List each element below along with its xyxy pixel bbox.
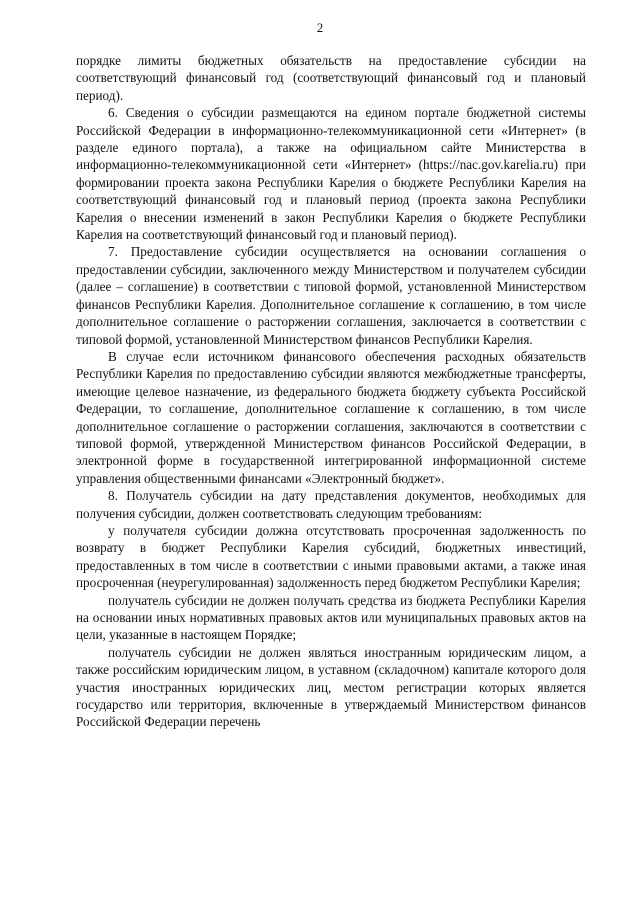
paragraph-continuation: порядке лимиты бюджетных обязательств на предоставление субсидии на соответствующий финансовый год (соответствующий финансовый год и плановый период). <box>76 53 586 103</box>
page-number: 2 <box>316 20 324 35</box>
paragraph-item-6: 6. Сведения о субсидии размещаются на едином портале бюджетной системы Российской Федерации в информационно-телекоммуникационной сети «Интернет» (в разделе единого портала), а также на официальном сайте Министерства в информационно-телекоммуникационной сети «Интернет» (https://nac.gov.karelia.ru) при формировании проекта закона Республики Карелия о бюджете Республики Карелия на соответствующий финансовый год и плановый период (проекта закона Республики Карелия о внесении изменений в закон Республики Карелия о бюджете Республики Карелия на соответствующий финансовый год и плановый период). <box>76 105 586 243</box>
requirement-no-other-funds: получатель субсидии не должен получать средства из бюджета Республики Карелия на основании иных нормативных правовых актов или муниципальных правовых актов на цели, указанные в настоящем Порядке; <box>76 592 586 643</box>
paragraph-item-8: 8. Получатель субсидии на дату представления документов, необходимых для получения субсидии, должен соответствовать следующим требованиям: <box>76 488 586 521</box>
paragraph-item-7: 7. Предоставление субсидии осуществляется на основании соглашения о предоставлении субсидии, заключенного между Министерством и получателем субсидии (далее – соглашение) в соответствии с типовой формой, установленной Министерством финансов Республики Карелия. Дополнительное соглашение к соглашению, в том числе дополнительное соглашение о расторжении соглашения, заключается в соответствии с типовой формой, установленной Министерством финансов Республики Карелия. <box>76 244 586 347</box>
document-body <box>76 52 586 731</box>
requirement-not-foreign-entity: получатель субсидии не должен являться иностранным юридическим лицом, а также российским юридическим лицом, в уставном (складочном) капитале которого доля участия иностранных юридических лиц, местом регистрации которых является государство или территория, включенные в утверждаемый Министерством финансов Российской Федерации перечень <box>76 644 586 730</box>
requirement-no-overdue-debt: у получателя субсидии должна отсутствовать просроченная задолженность по возврату в бюджет Республики Карелия субсидий, бюджетных инвестиций, предоставленных в том числе в соответствии с иными правовыми актами, а также иная просроченная (неурегулированная) задолженность перед бюджетом Республики Карелия; <box>76 522 586 591</box>
paragraph-interbudget-transfers: В случае если источником финансового обеспечения расходных обязательств Республики Карелия по предоставлению субсидии являются межбюджетные трансферты, имеющие целевое назначение, из федерального бюджета бюджету субъекта Российской Федерации, то соглашение, дополнительное соглашение к соглашению, в том числе дополнительное соглашение о расторжении соглашения, заключаются в соответствии с типовой формой, утвержденной Министерством финансов Российской Федерации, в электронной форме в государственной интегрированной информационной системе управления общественными финансами «Электронный бюджет». <box>76 348 586 486</box>
